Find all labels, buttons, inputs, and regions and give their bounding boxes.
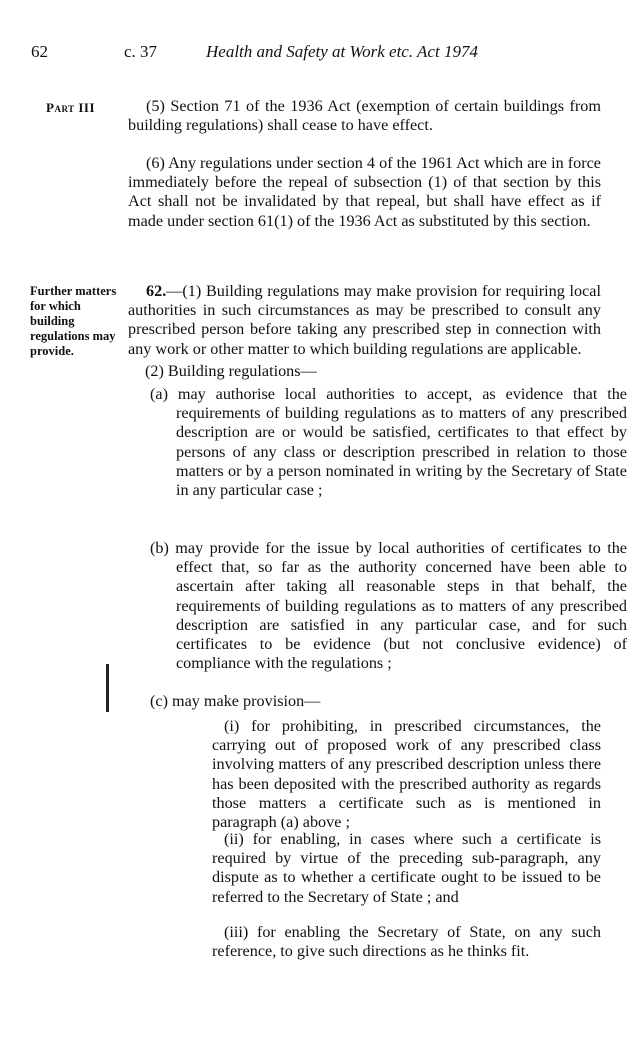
subsection-2-intro: (2) Building regulations— xyxy=(145,362,317,380)
margin-mark xyxy=(106,664,109,712)
page-number: 62 xyxy=(31,42,48,61)
sub-item-i: (i) for prohibiting, in prescribed circumstances, the carrying out of proposed work of any prescribed class involving matters of any prescribed description unless there has been deposited with the prescribed authority as regards those matters a certificate such as is mentioned in paragraph (a) above ; xyxy=(212,717,601,832)
act-title: Health and Safety at Work etc. Act 1974 xyxy=(206,42,478,61)
margin-note: Further matters for which building regulations may provide. xyxy=(30,284,117,358)
sub-item-iii: (iii) for enabling the Secretary of State, on any such reference, to give such directions as he thinks fit. xyxy=(212,923,601,961)
section-62-subsection-1 xyxy=(128,282,601,359)
item-a: (a) may authorise local authorities to accept, as evidence that the requirements of building regulations as to matters of any prescribed description are or would be satisfied, certificates to that effect by persons of any class or description prescribed in relation to those matters or by a person nominated in writing by the Secretary of State in any particular case ; xyxy=(150,385,627,500)
subsection-5: (5) Section 71 of the 1936 Act (exemption of certain buildings from building regulations) shall cease to have effect. xyxy=(128,97,601,135)
item-c: (c) may make provision— xyxy=(150,692,321,710)
subsection-6: (6) Any regulations under section 4 of the 1961 Act which are in force immediately before the repeal of subsection (1) of that section by this Act shall not be invalidated by that repeal, but shall have effect as if made under section 61(1) of the 1936 Act as substituted by this section. xyxy=(128,154,601,230)
item-b: (b) may provide for the issue by local authorities of certificates to the effect that, so far as the authority concerned have been able to ascertain after taking all reasonable steps in that behalf, the requirements of building regulations as to matters of any prescribed description are satisfied in any particular case, and for such certificates to be evidence (but not conclusive evidence) of compliance with the regulations ; xyxy=(150,539,627,673)
section-62-text: —(1) Building regulations may make provision for requiring local authorities in such circumstances as may be prescribed to consult any prescribed person before taking any prescribed step in connection with any work or other matter to which building regulations are applicable. xyxy=(128,282,601,358)
sub-item-ii: (ii) for enabling, in cases where such a certificate is required by virtue of the preceding sub-paragraph, any dispute as to whether a certificate ought to be issued to be referred to the Secretary of State ; and xyxy=(212,830,601,906)
section-number: 62. xyxy=(146,282,167,300)
chapter-reference: c. 37 xyxy=(124,42,158,61)
part-label: Part III xyxy=(46,100,96,115)
